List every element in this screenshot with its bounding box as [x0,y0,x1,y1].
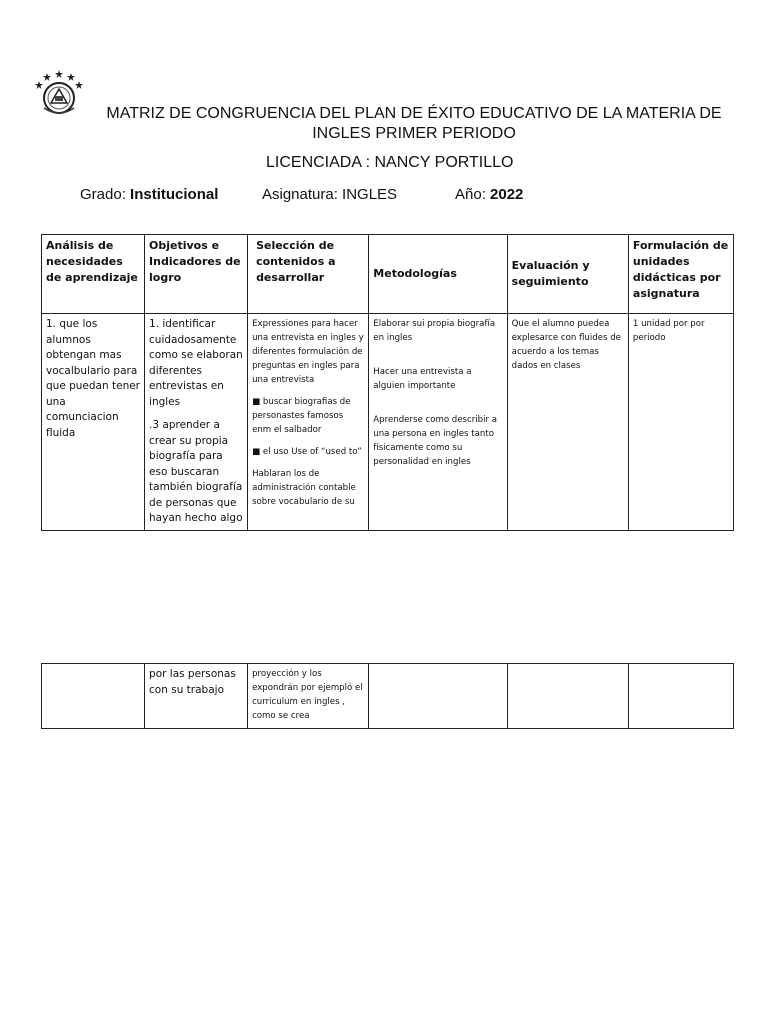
cell-analisis-empty [42,664,145,729]
header-analisis: Análisis de necesidades de aprendizaje [42,235,145,314]
cell-evaluacion [507,314,628,531]
grado-value: Institucional [130,186,219,203]
grado-field [80,186,218,203]
grado-label: Grado: [80,186,126,203]
cell-metodologias-empty [369,664,507,729]
licenciada-line: LICENCIADA : NANCY PORTILLO [266,154,514,171]
el-salvador-seal-icon [33,68,85,120]
document-title [100,104,728,144]
objetivos-text-1: 1. identificar cuidadosamente como se elaboran diferentes entrevistas en ingles [149,318,243,408]
header-objetivos: Objetivos e Indicadores de logro [145,235,248,314]
title-line-1: MATRIZ DE CONGRUENCIA DEL PLAN DE ÉXITO EDUCATIVO DE LA MATERIA DE [106,105,722,122]
anio-field [455,186,523,203]
cell-objetivos [145,314,248,531]
objetivos-text-2: .3 aprender a crear su propia biografía para eso buscaran también biografía de personas que hayan hecho algo [149,419,243,524]
cell-objetivos-cont [145,664,248,729]
asignatura-field: Asignatura: INGLES [262,186,398,203]
cell-formulacion-empty [628,664,733,729]
table-header-row [42,235,734,314]
anio-value: 2022 [490,186,524,203]
cell-metodologias [369,314,507,531]
anio-label: Año: [455,186,486,203]
table-row [42,314,734,531]
header-metodologias: Metodologías [369,235,507,314]
cell-contenidos-cont [248,664,369,729]
header-contenidos: Selección de contenidos a desarrollar [248,235,369,314]
cell-evaluacion-empty [507,664,628,729]
metodologias-text-3: Aprenderse como describir a una persona en ingles tanto físicamente como su personalidad en ingles [373,415,498,467]
contenidos-cont-text: proyección y los expondrán por ejempló el curriculum en ingles , como se crea [252,669,363,721]
contenidos-text-2: ■ buscar biografias de personastes famosos enm el salbador [252,397,351,435]
header-formulacion: Formulación de unidades didácticas por asignatura [628,235,733,314]
header-evaluacion: Evaluación y seguimiento [507,235,628,314]
formulacion-text: 1 unidad por por periodo [632,319,705,343]
metodologias-text-1: Elaborar sui propia biografía en ingles [373,319,496,343]
congruence-matrix-table-continued [41,663,734,729]
objetivos-cont-text: por las personas con su trabajo [149,668,236,696]
cell-analisis [42,314,145,531]
evaluacion-text: Que el alumno puedea explesarce con fluides de acuerdo a los temas dados en clases [511,319,621,371]
congruence-matrix-table [41,234,734,531]
title-line-2: INGLES PRIMER PERIODO [312,125,516,142]
analisis-text: 1. que los alumnos obtengan mas vocalbulario para que puedan tener una comunciacion fluida [46,318,140,439]
contenidos-text-4: Hablaran los de administración contable sobre vocabulario de su [252,469,356,507]
cell-contenidos [248,314,369,531]
metodologias-text-2: Hacer una entrevista a alguien importante [373,367,472,391]
table-row [42,664,734,729]
cell-formulacion [628,314,733,531]
contenidos-text-1: Expressiones para hacer una entrevista en ingles y diferentes formulación de preguntas en ingles para una entrevista [252,319,364,385]
contenidos-text-3: ■ el uso Use of “used to” [252,447,362,457]
